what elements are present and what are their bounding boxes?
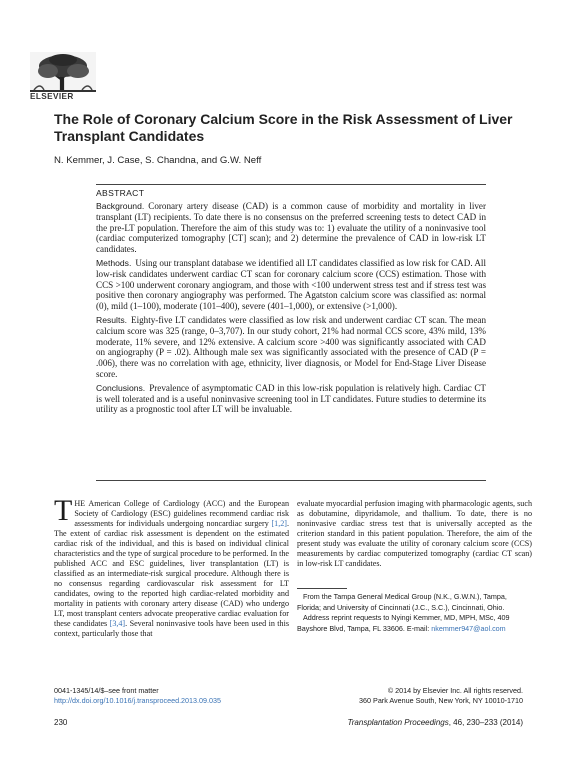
- abstract-conclusions: [96, 383, 486, 415]
- abstract-bottom-rule: [96, 480, 486, 481]
- affiliation-footnote: [297, 592, 532, 634]
- journal-citation: [297, 718, 523, 727]
- body-text: . Several noninvasive tools have been used in this context, particularly those that: [54, 619, 289, 639]
- page-number: 230: [54, 718, 68, 727]
- author-list: N. Kemmer, J. Case, S. Chandna, and G.W. Neff: [54, 155, 262, 166]
- abstract-results: [96, 315, 486, 380]
- abstract-top-rule: [96, 184, 486, 185]
- citation-link[interactable]: [1,2]: [271, 519, 287, 529]
- publisher-name: ELSEVIER: [30, 92, 74, 101]
- publisher-address: 360 Park Avenue South, New York, NY 10010-1710: [359, 696, 523, 705]
- abstract-section-text: Coronary artery disease (CAD) is a common cause of morbidity and mortality in liver transplant (LT) recipients. To date there is no consensus on the preferred screening tests to detect CAD in the pre-LT population. Therefore the aim of this study was to: 1) evaluate the utility of a noninvasive tool (cardiac computerized tomography [CT] scan); and 2) determine the prevalence of CAD in low-risk LT candidates.: [96, 201, 486, 255]
- abstract-section-text: Prevalence of asymptomatic CAD in this low-risk population is relatively high. Cardiac CT is well tolerated and is a useful noninvasive screening tool in LT candidates. Future studies to determine its utility as a prognostic tool after LT will be invaluable.: [96, 382, 486, 415]
- journal-name: Transplantation Proceedings: [347, 718, 449, 727]
- body-column-right: [297, 499, 532, 569]
- reprint-text: Address reprint requests to Nyingi Kemmer, MD, MPH, MSc, 409 Bayshore Blvd, Tampa, FL 33606. E-mail:: [297, 613, 510, 633]
- doi-link[interactable]: http://dx.doi.org/10.1016/j.transproceed.2013.09.035: [54, 696, 222, 705]
- body-text: . The extent of cardiac risk assessment is dependent on the estimated cardiac risk of the individual, and this is based on individual clinical characteristics and the type of surgical procedure to be performed. In the published ACC and ESC guidelines, liver transplantation (LT) is classified as an intermediate-risk surgical procedure. Although there is no consensus regarding cardiovascular risk assessment for LT candidates, owing to the reported high cardiac-related morbidity and mortality in patients with coronary artery disease (CAD) who undergo LT, most transplant centers advocate preoperative cardiac evaluation for these candidates: [54, 519, 289, 629]
- abstract-block: [96, 188, 486, 418]
- footer-right: [297, 686, 523, 706]
- body-text: HE American College of Cardiology (ACC) and the European Society of Cardiology (ESC) guidelines recommend cardiac risk assessments for individuals undergoing noncardiac surgery: [74, 499, 289, 529]
- affiliation-text: From the Tampa General Medical Group (N.K., G.W.N.), Tampa, Florida; and University of Cincinnati (J.C., S.C.), Cincinnati, Ohio.: [297, 592, 507, 612]
- body-column-left: [54, 494, 289, 639]
- journal-issue: , 46, 230–233 (2014): [448, 718, 523, 727]
- copyright-line: © 2014 by Elsevier Inc. All rights reserved.: [387, 686, 523, 695]
- abstract-section-label: Results.: [96, 314, 128, 325]
- body-text: evaluate myocardial perfusion imaging with pharmacologic agents, such as dobutamine, dipyridamole, and thallium. To date, there is no noninvasive cardiac stress test that is universally accepted as the criterion standard in this patient population. Therefore, the aim of the present study was evaluate the utility of coronary calcium score (CCS) measurements by cardiac computerized tomography (cardiac CT scan) in low-risk LT candidates.: [297, 499, 532, 569]
- abstract-background: [96, 201, 486, 255]
- abstract-methods: [96, 258, 486, 312]
- reprint-request: [297, 613, 532, 634]
- abstract-section-label: Background.: [96, 201, 145, 211]
- abstract-section-label: Conclusions.: [96, 382, 146, 393]
- article-title: The Role of Coronary Calcium Score in the Risk Assessment of Liver Transplant Candidates: [54, 111, 513, 144]
- abstract-heading: ABSTRACT: [96, 188, 145, 198]
- abstract-section-text: Eighty-five LT candidates were classified as low risk and underwent cardiac CT scan. The mean calcium score was 325 (range, 0–3,707). In our study cohort, 21% had normal CCS score, 43% mild, 13% moderate, 11% severe, and 12% extensive. A calcium score >400 was significantly associated with CAD on angiography (P = .02). Although male sex was significantly associated with the presence of CAD (P = .006), there was no correlation with age, ethnicity, liver diagnosis, or Model for End-Stage Liver Disease score.: [96, 314, 486, 379]
- abstract-section-text: Using our transplant database we identified all LT candidates classified as low risk for CAD. All low-risk candidates underwent cardiac CT scan for coronary calcium score (CCS) estimation. Those with CCS >100 underwent coronary angiogram, and those with <100 underwent stress test and if stress test was positive then coronary angiography was performed. The Agatston calcium score was classified as: normal (0), mild (1–100), moderate (101–400), severe (401–1,000), or extensive (>1,000).: [96, 257, 486, 312]
- footer-left: [54, 686, 221, 706]
- email-link[interactable]: nkemmer947@aol.com: [431, 623, 506, 633]
- footnote-rule: [297, 588, 347, 589]
- abstract-section-label: Methods.: [96, 257, 132, 268]
- drop-cap: T: [54, 494, 73, 527]
- citation-link[interactable]: [3,4]: [109, 619, 126, 629]
- issn-line: 0041-1345/14/$–see front matter: [54, 686, 159, 695]
